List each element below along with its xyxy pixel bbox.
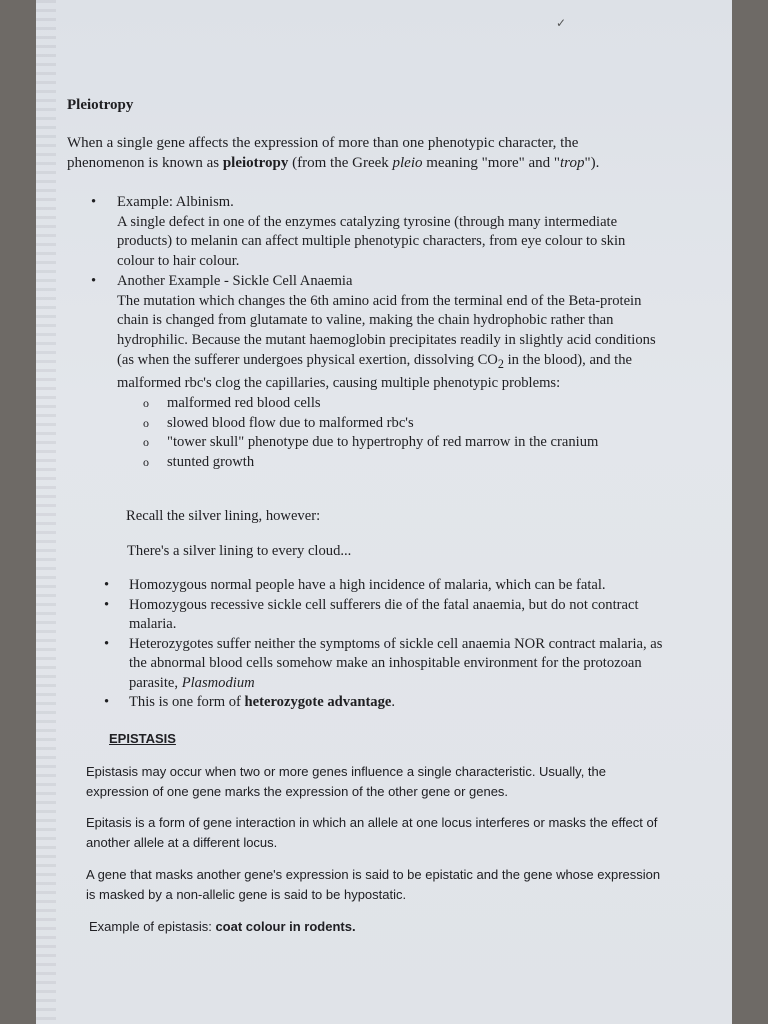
epistasis-paragraph-1: Epistasis may occur when two or more genes influence a single characteristic. Usually, the expression of one gene marks the expression of the other gene or genes. xyxy=(86,764,606,799)
list-item xyxy=(91,272,666,473)
list-item: • Homozygous recessive sickle cell sufferers die of the fatal anaemia, but do not contract malaria. xyxy=(104,596,664,635)
epistasis-example: Example of epistasis: coat colour in rodents. xyxy=(89,919,356,934)
document-page xyxy=(36,0,732,1024)
epistasis-heading: EPISTASIS xyxy=(109,731,176,746)
parasite-name: Plasmodium xyxy=(181,674,255,691)
example-sickle-title: • Another Example - Sickle Cell Anaemia xyxy=(117,272,353,289)
list-item: • This is one form of heterozygote advantage. xyxy=(104,693,664,713)
list-item xyxy=(91,193,666,272)
binding-edge xyxy=(36,0,56,1024)
malaria-points xyxy=(104,576,664,713)
epistasis-paragraph-2: Epitasis is a form of gene interaction in which an allele at one locus interferes or masks the effect of another allele at a different locus. xyxy=(86,815,658,850)
list-item: o slowed blood flow due to malformed rbc's xyxy=(143,414,666,434)
example-sickle-text: The mutation which changes the 6th amino acid from the terminal end of the Beta-protein chain is changed from glutamate to valine, making the chain hydrophobic rather than hydrophilic. Because the mutant haemoglobin precipitates readily in slightly acid conditions (as when the sufferer undergoes physical exertion, dissolving $CO_2$ in the blood), and the malformed rbc's clog the capillaries, causing multiple phenotypic problems: xyxy=(117,292,656,392)
silver-lining-text: There's a silver lining to every cloud... xyxy=(127,543,352,559)
epistasis-paragraph-3: A gene that masks another gene's expression is said to be epistatic and the gene whose expression is masked by a non-allelic gene is said to be hypostatic. xyxy=(86,867,661,902)
example-albinism-title: • Example: Albinism. xyxy=(117,194,234,210)
pen-tick-mark: ✓ xyxy=(556,16,567,30)
pleiotropy-intro: When a single gene affects the expression of more than one phenotypic character, the phenomenon is known as pleiotropy (from the Greek pleio meaning "more" and "trop"). xyxy=(67,135,600,171)
list-item: • Homozygous normal people have a high incidence of malaria, which can be fatal. xyxy=(104,576,664,596)
heterozygote-advantage-term: heterozygote advantage xyxy=(244,694,392,710)
list-item: o stunted growth xyxy=(143,453,666,473)
recall-text: Recall the silver lining, however: xyxy=(126,508,321,524)
pleiotropy-heading: Pleiotropy xyxy=(67,97,134,113)
sickle-problems-list xyxy=(117,394,666,473)
list-item: o "tower skull" phenotype due to hypertrophy of red marrow in the cranium xyxy=(143,433,666,453)
example-albinism-text: A single defect in one of the enzymes catalyzing tyrosine (through many intermediate products) to melanin can affect multiple phenotypic characters, from eye colour to skin colour to hair colour. xyxy=(117,213,626,270)
list-item: • Heterozygotes suffer neither the symptoms of sickle cell anaemia NOR contract malaria, as the abnormal blood cells somehow make an inhospitable environment for the protozoan parasite, Plasmodium xyxy=(104,635,664,694)
epistasis-example-term: coat colour in rodents. xyxy=(215,919,356,934)
pleiotropy-examples xyxy=(91,193,666,473)
pleiotropy-term: pleiotropy xyxy=(222,155,289,171)
list-item: o malformed red blood cells xyxy=(143,394,666,414)
